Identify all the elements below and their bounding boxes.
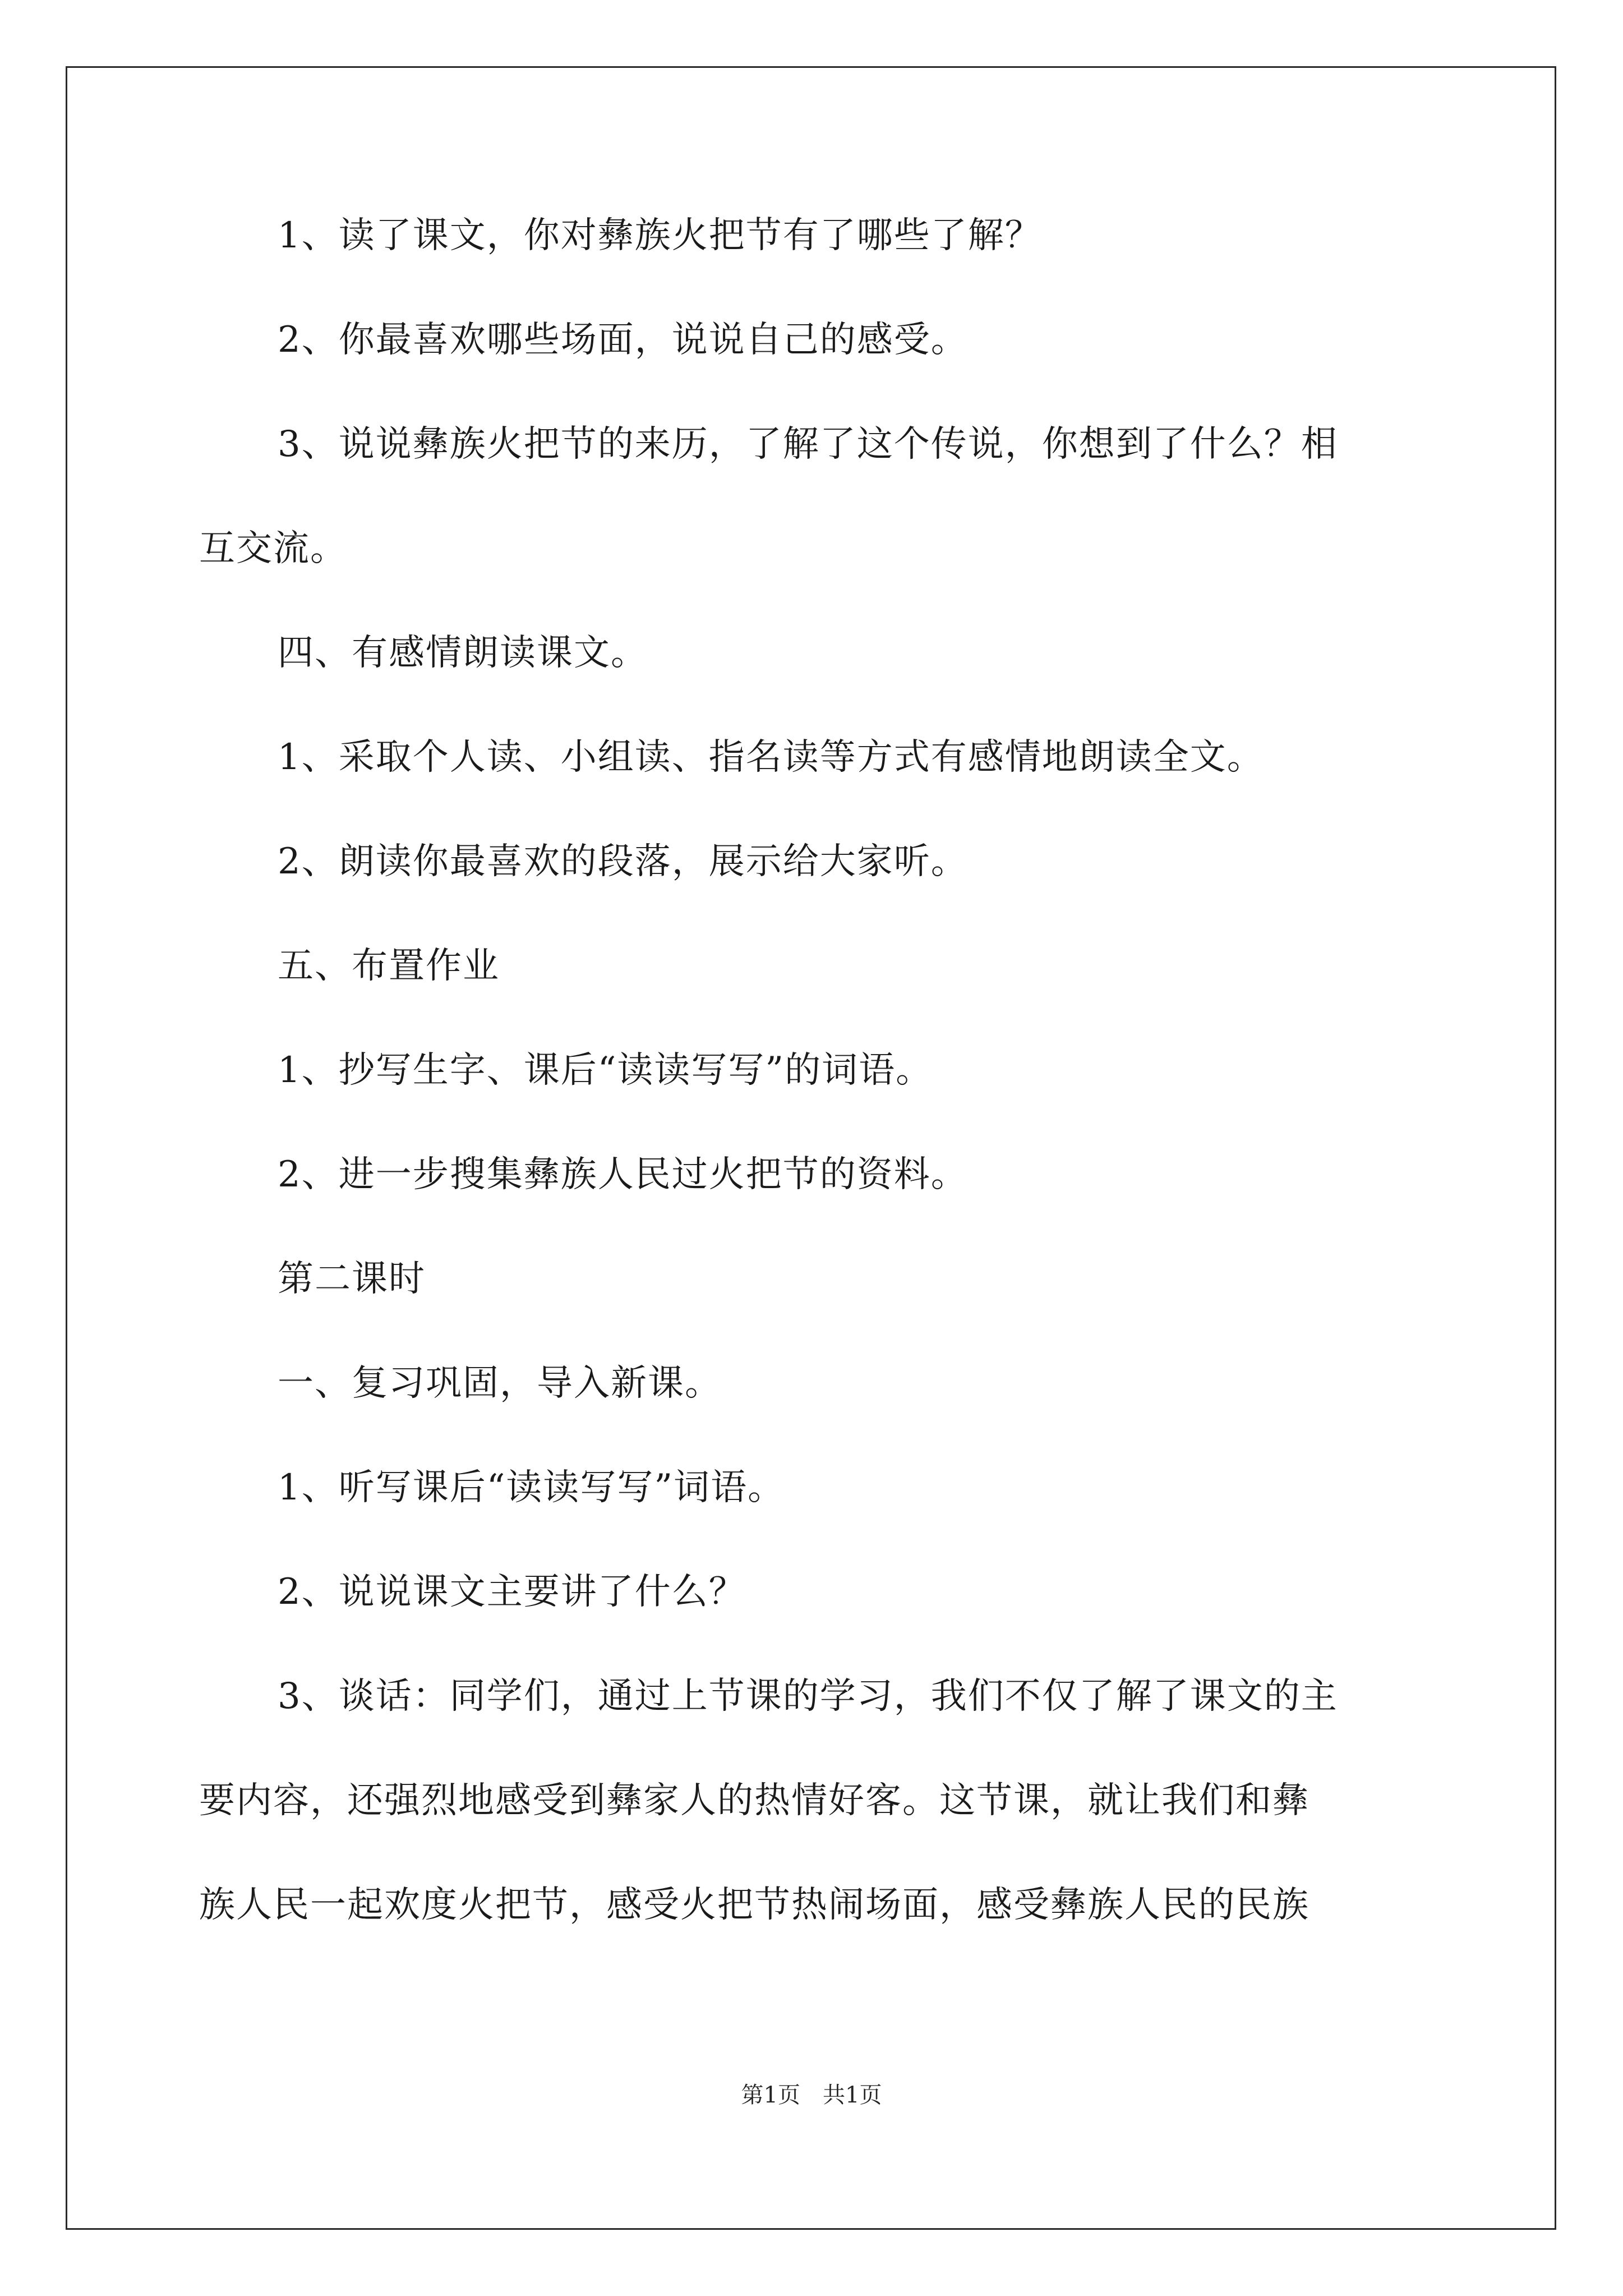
text-line: 3、谈话：同学们，通过上节课的学习，我们不仅了解了课文的主 xyxy=(278,1676,1338,1717)
text-line: 1、抄写生字、课后“读读写写”的词语。 xyxy=(278,1050,933,1091)
section-heading: 四、有感情朗读课文。 xyxy=(278,632,648,674)
section-heading: 五、布置作业 xyxy=(278,945,500,987)
text-line: 3、说说彝族火把节的来历，了解了这个传说，你想到了什么？相 xyxy=(278,424,1338,465)
text-line: 2、说说课文主要讲了什么？ xyxy=(278,1571,746,1613)
section-heading: 第二课时 xyxy=(278,1258,426,1300)
text-line: 1、听写课后“读读写写”词语。 xyxy=(278,1467,785,1508)
page-number: 第1页 共1页 xyxy=(741,2082,882,2108)
text-line: 2、你最喜欢哪些场面，说说自己的感受。 xyxy=(278,319,968,361)
text-line: 要内容，还强烈地感受到彝家人的热情好客。这节课，就让我们和彝 xyxy=(199,1780,1310,1821)
text-line: 1、采取个人读、小组读、指名读等方式有感情地朗读全文。 xyxy=(278,737,1264,778)
text-line: 2、朗读你最喜欢的段落，展示给大家听。 xyxy=(278,841,968,882)
text-line: 族人民一起欢度火把节，感受火把节热闹场面，感受彝族人民的民族 xyxy=(199,1884,1310,1926)
section-heading: 一、复习巩固，导入新课。 xyxy=(278,1363,722,1404)
text-line: 2、进一步搜集彝族人民过火把节的资料。 xyxy=(278,1154,968,1195)
text-line: 1、读了课文，你对彝族火把节有了哪些了解？ xyxy=(278,215,1042,256)
text-line: 互交流。 xyxy=(199,528,347,569)
